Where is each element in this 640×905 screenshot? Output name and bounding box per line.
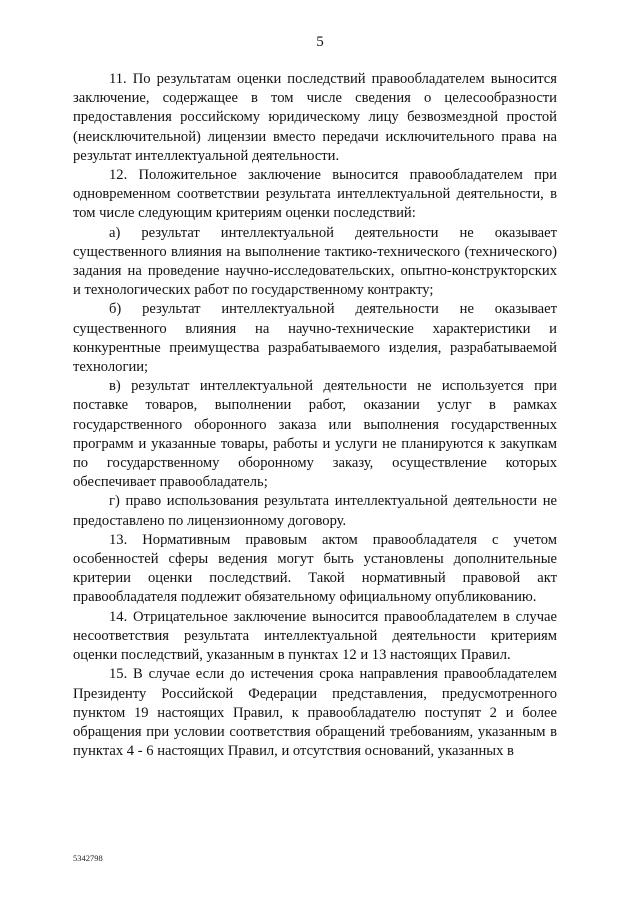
page-number: 5 — [316, 34, 324, 50]
document-code: 5342798 — [73, 853, 103, 863]
paragraph-12-v: в) результат интеллектуальной деятельности не используется при поставке товаров, выполнении работ, оказании услуг в рамках государственного оборонного заказа или выполнения государственных программ и указанные товары, работы и услуги не планируются к закупкам по государственному оборонному заказу, осуществление которых обеспечивает правообладатель; — [73, 378, 557, 491]
paragraph-12: 12. Положительное заключение выносится правообладателем при одновременном соответствии результата интеллектуальной деятельности, в том числе следующим критериям оценки последствий: — [73, 167, 557, 222]
paragraph-12-a: а) результат интеллектуальной деятельности не оказывает существенного влияния на выполнение тактико-технического (технического) задания на проведение научно-исследовательских, опытно-конструкторских и технологических работ по государственному контракту; — [73, 224, 557, 299]
paragraph-13: 13. Нормативным правовым актом правообладателя с учетом особенностей сферы ведения могут быть установлены дополнительные критерии оценки последствий. Такой нормативный правовой акт правообладателя подлежит обязательному официальному опубликованию. — [73, 531, 557, 606]
paragraph-12-b: б) результат интеллектуальной деятельности не оказывает существенного влияния на научно-технические характеристики и конкурентные преимущества разрабатываемого изделия, разрабатываемой технологии; — [73, 301, 557, 376]
paragraph-15: 15. В случае если до истечения срока направления правообладателем Президенту Российской Федерации представления, предусмотренного пунктом 19 настоящих Правил, к правообладателю поступят 2 и более обращения при условии соответствия обращений требованиям, указанным в пунктах 4 - 6 настоящих Правил, и отсутствия оснований, указанных в — [73, 666, 557, 760]
document-body — [73, 70, 557, 761]
paragraph-11: 11. По результатам оценки последствий правообладателем выносится заключение, содержащее в том числе сведения о целесообразности предоставления российскому юридическому лицу безвозмездной простой (неисключительной) лицензии вместо передачи исключительного права на результат интеллектуальной деятельности. — [73, 71, 557, 164]
paragraph-12-g: г) право использования результата интеллектуальной деятельности не предоставлено по лицензионному договору. — [73, 493, 557, 529]
paragraph-14: 14. Отрицательное заключение выносится правообладателем в случае несоответствия результата интеллектуальной деятельности критериям оценки последствий, указанным в пунктах 12 и 13 настоящих Правил. — [73, 608, 557, 664]
